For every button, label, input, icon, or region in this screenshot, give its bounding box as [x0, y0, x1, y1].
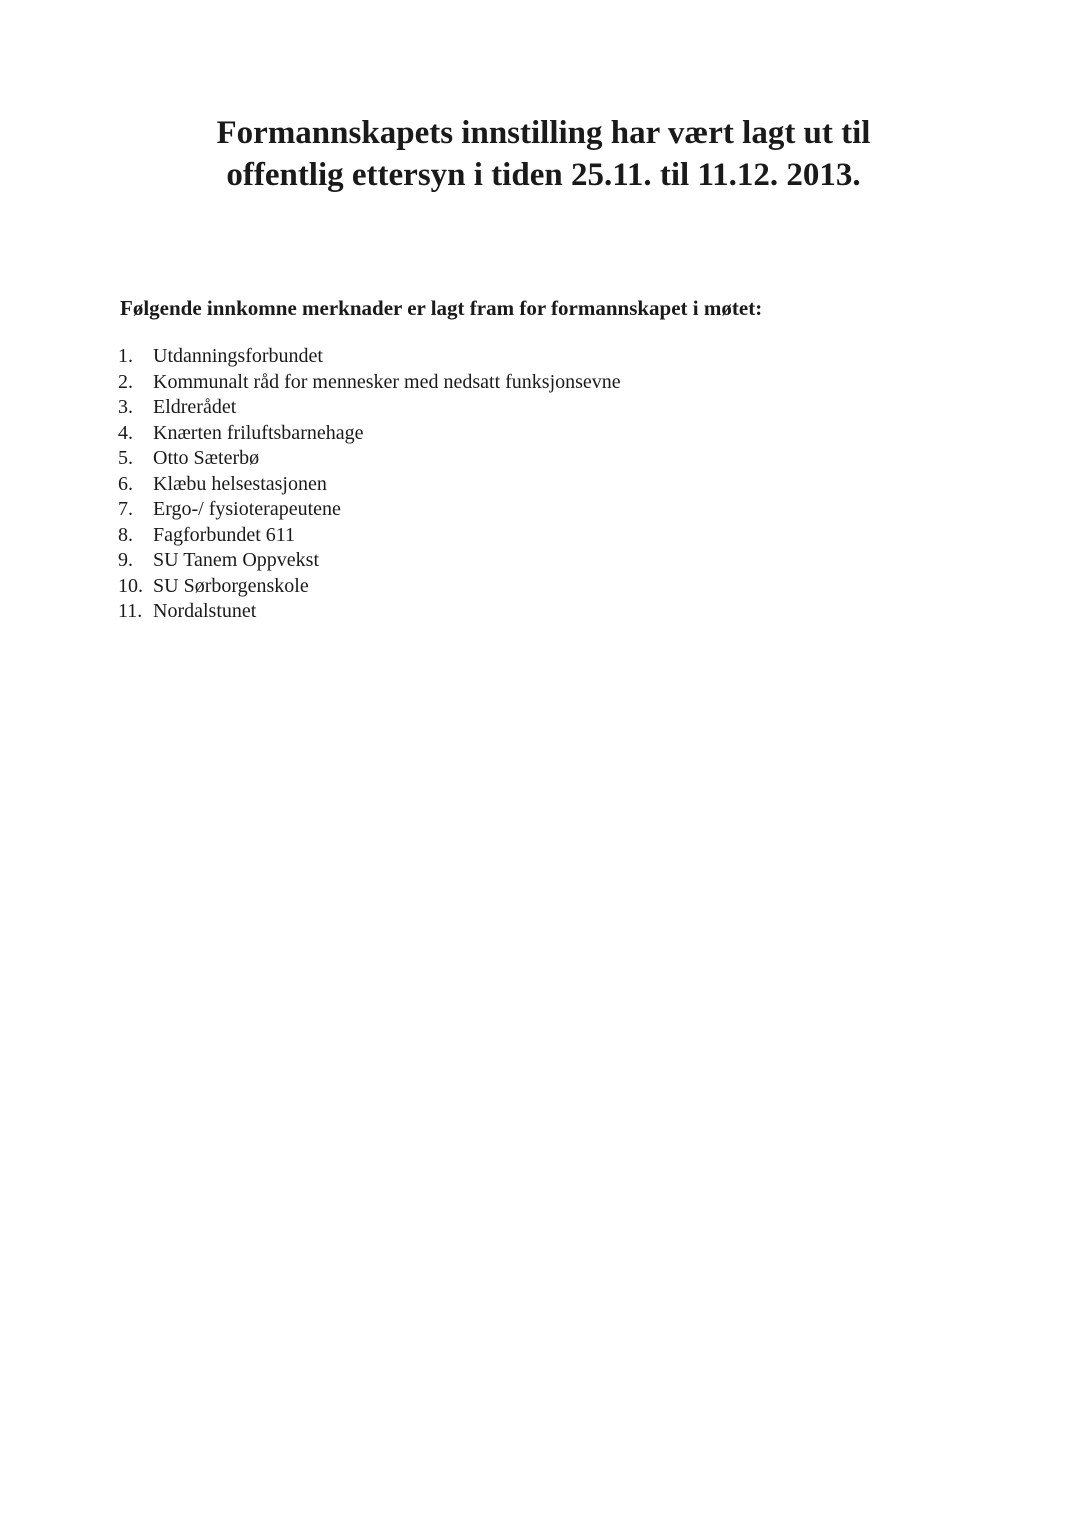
list-item-text: Utdanningsforbundet [153, 345, 323, 367]
list-item-text: Knærten friluftsbarnehage [153, 421, 364, 444]
list-item-text: Nordalstunet [153, 600, 257, 622]
list-item-number: 3. [118, 396, 133, 418]
list-item-text: SU Tanem Oppvekst [153, 549, 319, 571]
list-item [118, 395, 621, 421]
remarks-list [118, 344, 621, 625]
list-item-text: Kommunalt råd for mennesker med nedsatt funksjonsevne [153, 370, 621, 393]
list-item-number: 7. [118, 498, 133, 520]
list-item [118, 497, 621, 523]
title-line-1: Formannskapets innstilling har vært lagt ut til [216, 115, 871, 151]
title-line-2: offentlig ettersyn i tiden 25.11. til 11.12. 2013. [226, 157, 861, 193]
list-item [118, 421, 621, 447]
list-item-text: Klæbu helsestasjonen [153, 472, 327, 495]
list-item-text: Fagforbundet 611 [153, 523, 296, 546]
list-item-number: 9. [118, 549, 133, 571]
list-item [118, 574, 621, 600]
list-item [118, 472, 621, 498]
list-item-text: Ergo-/ fysioterapeutene [153, 498, 341, 520]
intro-text: Følgende innkomne merknader er lagt fram for formannskapet i møtet: [120, 296, 763, 320]
list-item-text: Eldrerådet [153, 396, 237, 418]
list-item [118, 446, 621, 472]
page-title [0, 112, 1087, 196]
list-item [118, 523, 621, 549]
list-item-number: 11. [118, 600, 143, 622]
list-item-number: 5. [118, 447, 133, 469]
list-item [118, 599, 621, 625]
list-item-text: Otto Sæterbø [153, 447, 260, 469]
list-item-number: 6. [118, 472, 133, 495]
list-item [118, 344, 621, 370]
list-item-number: 2. [118, 370, 133, 393]
list-item-text: SU Sørborgenskole [153, 574, 309, 597]
list-item [118, 370, 621, 396]
list-item-number: 10. [118, 574, 143, 597]
list-item-number: 8. [118, 523, 133, 546]
list-item-number: 1. [118, 345, 133, 367]
list-item [118, 548, 621, 574]
list-item-number: 4. [118, 421, 133, 444]
